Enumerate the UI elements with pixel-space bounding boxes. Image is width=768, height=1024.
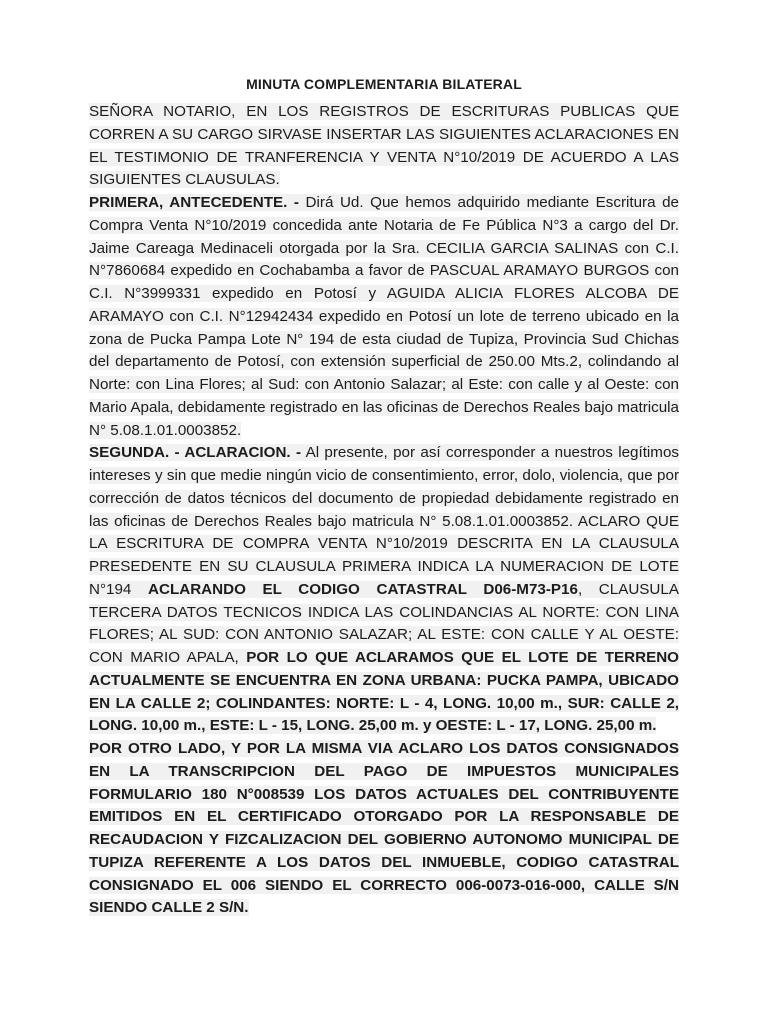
- clause-primera-heading: PRIMERA, ANTECEDENTE. -: [89, 194, 299, 211]
- clause-primera: [89, 192, 679, 442]
- intro-paragraph: [89, 101, 679, 192]
- clause-segunda: [89, 442, 679, 738]
- lot-clarification: POR LO QUE ACLARAMOS QUE EL LOTE DE TERRENO ACTUALMENTE SE ENCUENTRA EN ZONA URBANA: PUCKA PAMPA, UBICADO EN LA CALLE 2; COLINDANTES: NORTE: L - 4, LONG. 10,00 m., SUR: CALLE 2, LONG. 10,00 m., ESTE: L - 15, LONG. 25,00 m. y OESTE: L - 17, LONG. 25,00 m.: [89, 649, 679, 735]
- clause-primera-text: Dirá Ud. Que hemos adquirido mediante Escritura de Compra Venta N°10/2019 concedida ante Notaria de Fe Pública N°3 a cargo del Dr. Jaime Careaga Medinaceli otorgada por la Sra. CECILIA GARCIA SALINAS con C.I. N°7860684 expedido en Cochabamba a favor de PASCUAL ARAMAYO BURGOS con C.I. N°3999331 expedido en Potosí y AGUIDA ALICIA FLORES ALCOBA DE ARAMAYO con C.I. N°12942434 expedido en Potosí un lote de terreno ubicado en la zona de Pucka Pampa Lote N° 194 de esta ciudad de Tupiza, Provincia Sud Chichas del departamento de Potosí, con extensión superficial de 250.00 Mts.2, colindando al Norte: con Lina Flores; al Sud: con Antonio Salazar; al Este: con calle y al Oeste: con Mario Apala, debidamente registrado en las oficinas de Derechos Reales bajo matricula N° 5.08.1.01.0003852.: [89, 194, 679, 439]
- clause-segunda-text-a: Al presente, por así corresponder a nuestros legítimos intereses y sin que medie ningún vicio de consentimiento, error, dolo, violencia, que por corrección de datos técnicos del documento de propiedad debidamente registrado en las oficinas de Derechos Reales bajo matricula N° 5.08.1.01.0003852. ACLARO QUE LA ESCRITURA DE COMPRA VENTA N°10/2019 DESCRITA EN LA CLAUSULA PRESEDENTE EN SU CLAUSULA PRIMERA INDICA LA NUMERACION DE LOTE N°194: [89, 444, 679, 598]
- catastral-code-clarification: ACLARANDO EL CODIGO CATASTRAL D06-M73-P16: [148, 580, 578, 598]
- document-title: MINUTA COMPLEMENTARIA BILATERAL: [246, 76, 522, 92]
- clause-segunda-text-b: , CLAUSULA TERCERA DATOS TECNICOS INDICA LAS COLINDANCIAS AL NORTE: CON LINA FLORES; AL SUD: CON ANTONIO SALAZAR; AL ESTE: CON CALLE Y AL OESTE: CON MARIO APALA,: [89, 580, 679, 666]
- intro-text: SEÑORA NOTARIO, EN LOS REGISTROS DE ESCRITURAS PUBLICAS QUE CORREN A SU CARGO SIRVASE INSERTAR LAS SIGUIENTES ACLARACIONES EN EL TESTIMONIO DE TRANFERENCIA Y VENTA N°10/2019 DE ACUERDO A LAS SIGUIENTES CLAUSULAS.: [89, 103, 679, 189]
- closing-paragraph: [89, 738, 679, 920]
- document-body: [89, 101, 679, 920]
- clause-segunda-heading: SEGUNDA. - ACLARACION. -: [89, 444, 302, 462]
- closing-text: POR OTRO LADO, Y POR LA MISMA VIA ACLARO LOS DATOS CONSIGNADOS EN LA TRANSCRIPCION DEL PAGO DE IMPUESTOS MUNICIPALES FORMULARIO 180 N°008539 LOS DATOS ACTUALES DEL CONTRIBUYENTE EMITIDOS EN EL CERTIFICADO OTORGADO POR LA RESPONSABLE DE RECAUDACION Y FIZCALIZACION DEL GOBIERNO AUTONOMO MUNICIPAL DE TUPIZA REFERENTE A LOS DATOS DEL INMUEBLE, CODIGO CATASTRAL CONSIGNADO EL 006 SIENDO EL CORRECTO 006-0073-016-000, CALLE S/N SIENDO CALLE 2 S/N.: [89, 740, 679, 917]
